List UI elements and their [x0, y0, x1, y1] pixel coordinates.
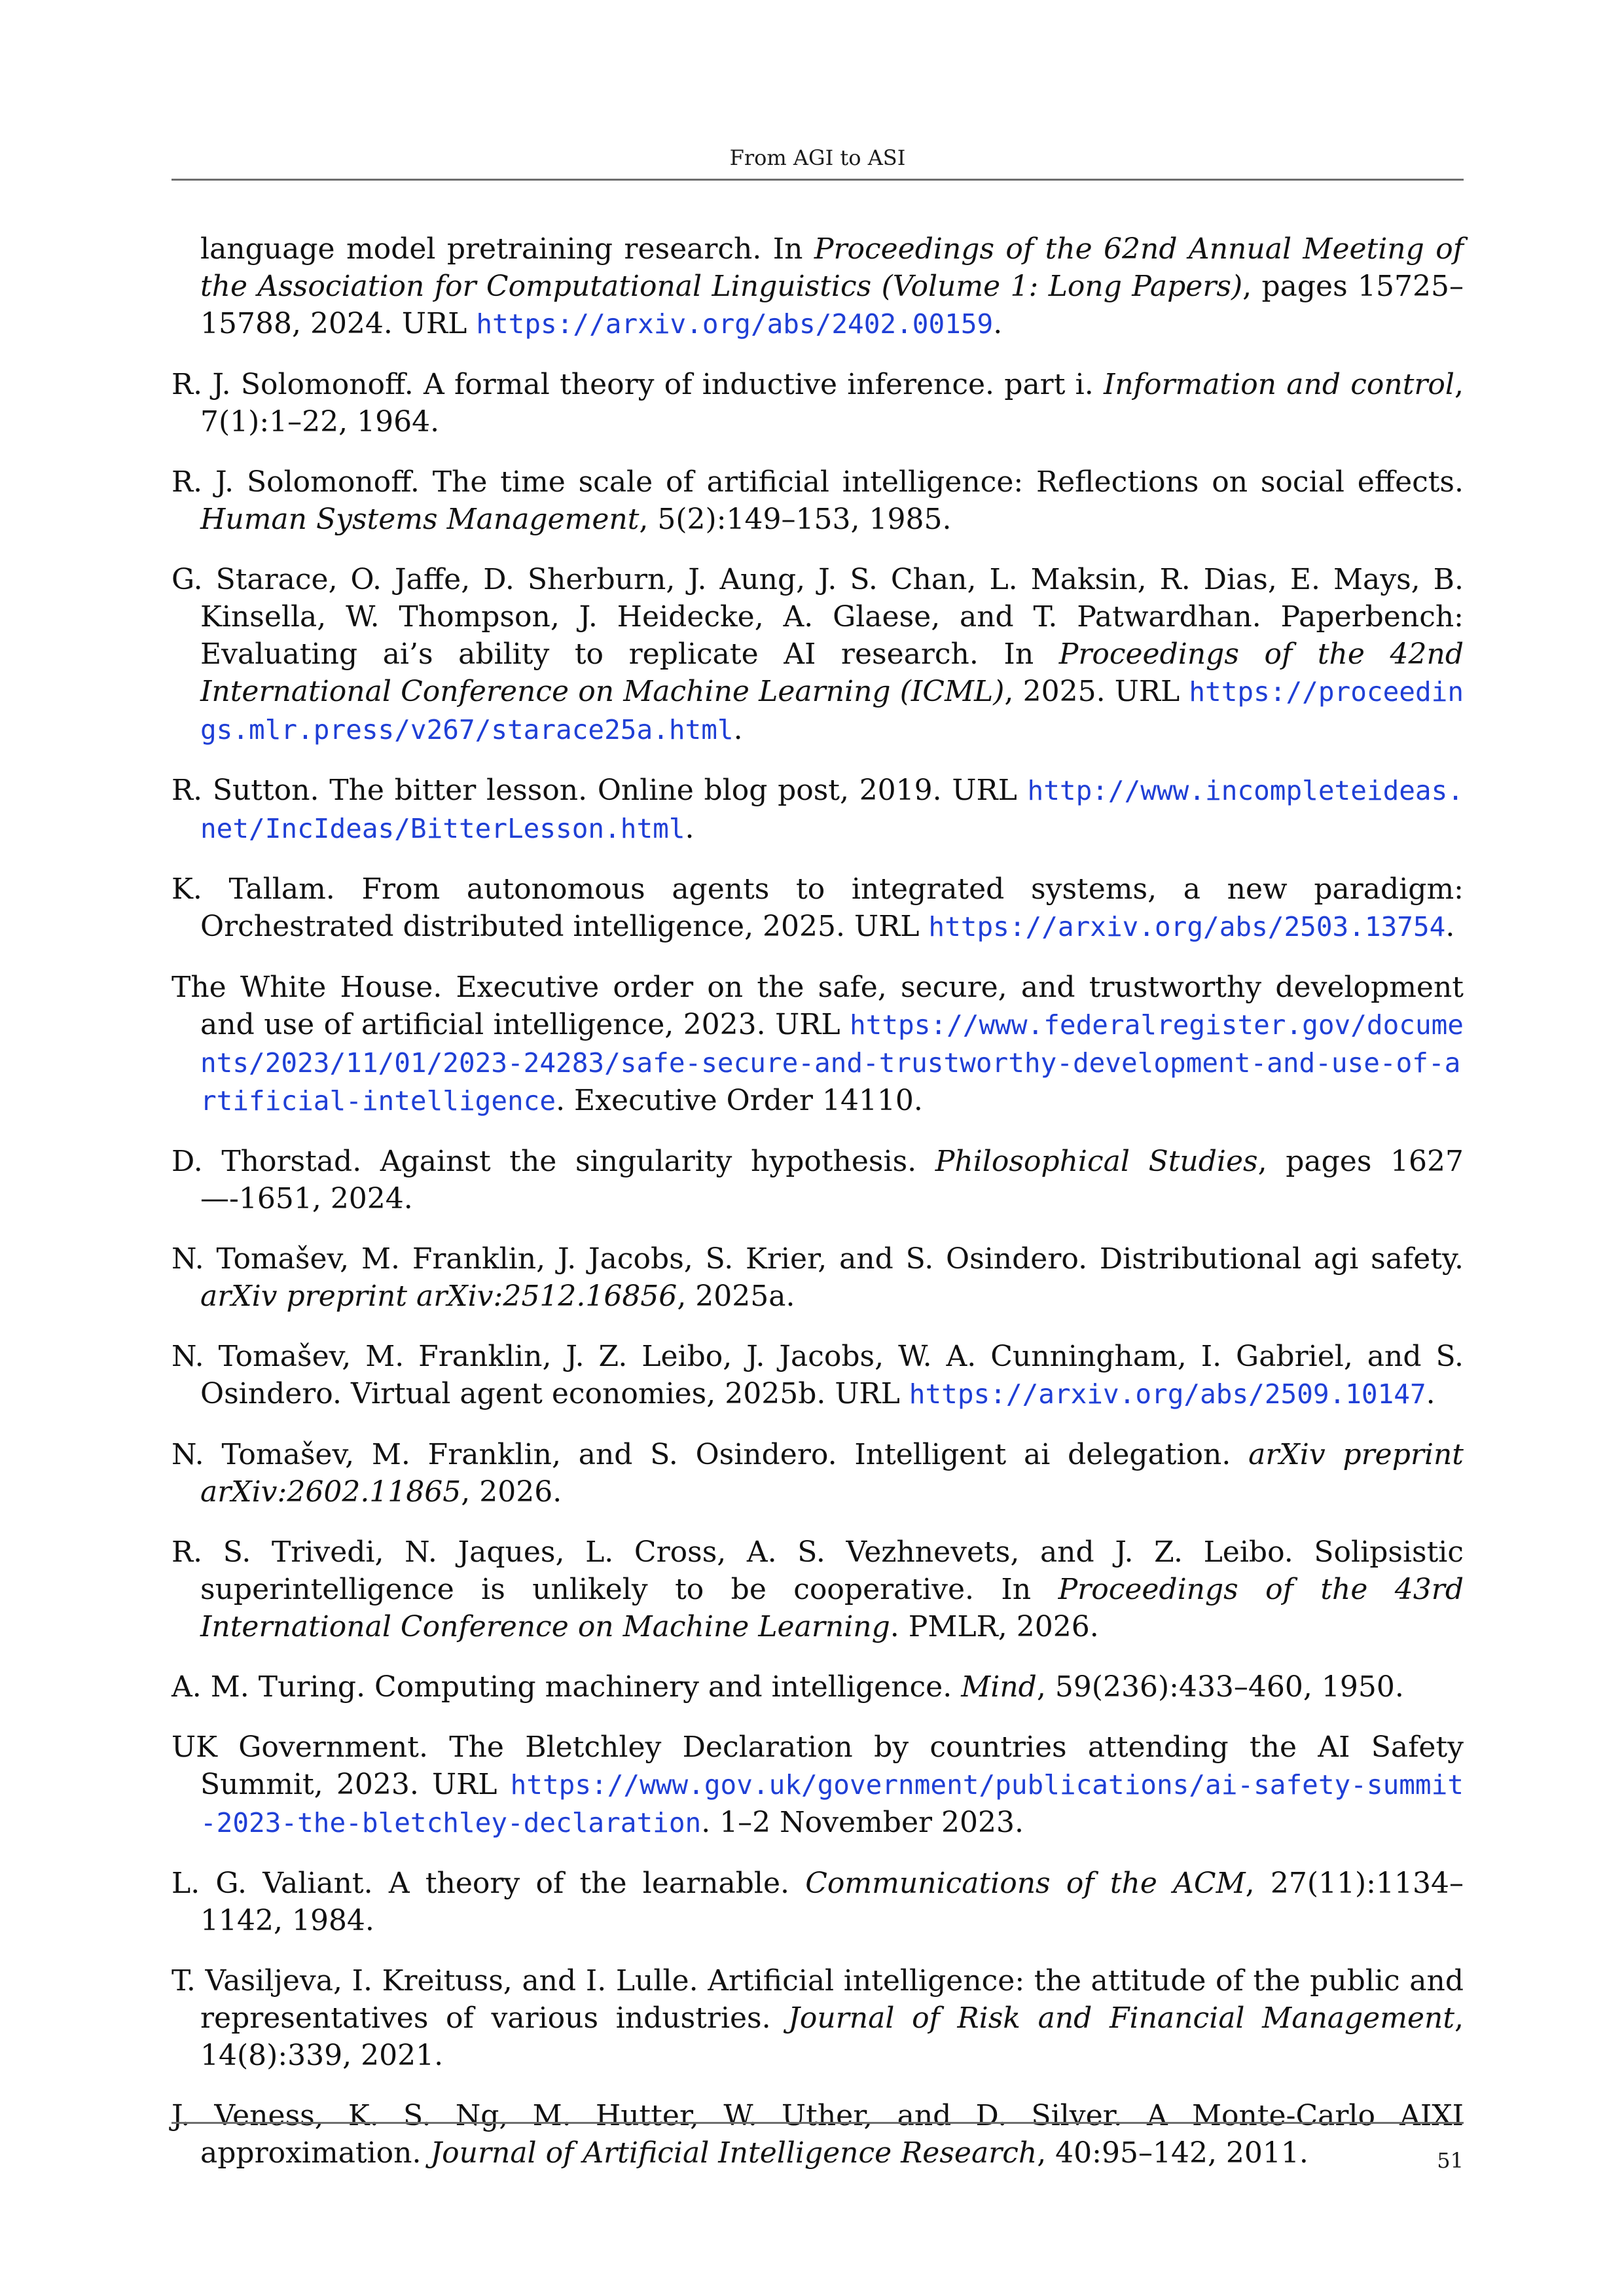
reference-item [171, 230, 1464, 343]
reference-details: , 40:95–142, 2011. [1037, 2136, 1308, 2170]
reference-venue: Human Systems Management [200, 503, 640, 536]
reference-item [171, 772, 1464, 848]
reference-item [171, 1338, 1464, 1413]
reference-text: N. Tomašev, M. Franklin, J. Z. Leibo, J. Jacobs, W. A. Cunningham, I. Gabriel, and S. Osindero. Virtual agent economies, 2025b. URL [171, 1340, 1464, 1410]
running-title: From AGI to ASI [729, 145, 906, 170]
reference-text: N. Tomašev, M. Franklin, and S. Osindero. Intelligent ai delegation. [171, 1438, 1249, 1471]
page-number: 51 [1437, 2148, 1464, 2173]
reference-item [171, 1668, 1464, 1706]
footer-rule [171, 2122, 1464, 2124]
reference-venue: Mind [961, 1670, 1037, 1704]
reference-venue: arXiv preprint arXiv:2602.11865 [200, 1438, 1464, 1509]
reference-venue: Proceedings of the 62nd Annual Meeting of the Association for Computational Linguistics (Volume 1: Long Papers) [200, 232, 1464, 303]
reference-url-link[interactable]: https://proceedings.mlr.press/v267/starace25a.html [200, 676, 1464, 745]
reference-item [171, 1143, 1464, 1217]
reference-item [171, 1865, 1464, 1939]
reference-item [171, 1962, 1464, 2074]
reference-text: UK Government. The Bletchley Declaration by countries attending the AI Safety Summit, 2023. URL [171, 1731, 1464, 1801]
reference-details: . PMLR, 2026. [890, 1610, 1099, 1643]
reference-url-link[interactable]: https://www.gov.uk/government/publications/ai-safety-summit-2023-the-bletchley-declaration [200, 1769, 1464, 1839]
reference-item [171, 2097, 1464, 2172]
reference-venue: Journal of Artificial Intelligence Research [430, 2136, 1038, 2170]
reference-venue: arXiv preprint arXiv:2512.16856 [200, 1280, 677, 1313]
reference-details: , 27(11):1134–1142, 1984. [200, 1867, 1464, 1937]
reference-details: , 59(236):433–460, 1950. [1036, 1670, 1404, 1704]
reference-text: A. M. Turing. Computing machinery and intelligence. [171, 1670, 962, 1704]
reference-list [171, 230, 1464, 2195]
reference-item [171, 1436, 1464, 1511]
reference-tail: . [733, 713, 743, 746]
reference-venue: Communications of the ACM [805, 1867, 1246, 1900]
reference-text: The White House. Executive order on the safe, secure, and trustworthy development and use of artificial intelligence, 2023. URL [171, 971, 1464, 1041]
reference-text: R. S. Trivedi, N. Jaques, L. Cross, A. S. Vezhnevets, and J. Z. Leibo. Solipsistic superintelligence is unlikely to be cooperative. In [171, 1535, 1464, 1606]
reference-venue: Information and control [1103, 368, 1454, 401]
reference-item [171, 366, 1464, 440]
reference-tail: . [1445, 910, 1455, 943]
reference-item [171, 561, 1464, 749]
reference-url-link[interactable]: http://www.incompleteideas.net/IncIdeas/BitterLesson.html [200, 775, 1464, 844]
reference-text: R. J. Solomonoff. A formal theory of inductive inference. part i. [171, 368, 1104, 401]
reference-item [171, 1240, 1464, 1315]
reference-tail: . [685, 812, 695, 845]
reference-details: , 2025. URL [1004, 675, 1189, 708]
reference-text: T. Vasiljeva, I. Kreituss, and I. Lulle. Artificial intelligence: the attitude of the public and representatives of various industries. [171, 1964, 1464, 2035]
reference-text: language model pretraining research. In [200, 232, 814, 266]
reference-item [171, 870, 1464, 946]
reference-details: , 2026. [461, 1475, 562, 1509]
reference-tail: . [1426, 1377, 1435, 1410]
reference-text: R. Sutton. The bitter lesson. Online blog post, 2019. URL [171, 774, 1028, 807]
reference-url-link[interactable]: https://arxiv.org/abs/2503.13754 [928, 911, 1446, 942]
reference-venue: Proceedings of the 42nd International Conference on Machine Learning (ICML) [200, 637, 1464, 708]
reference-venue: Proceedings of the 43rd International Conference on Machine Learning [200, 1573, 1464, 1643]
reference-details: , 2025a. [677, 1280, 795, 1313]
reference-item [171, 1729, 1464, 1842]
reference-url-link[interactable]: https://arxiv.org/abs/2402.00159 [476, 308, 994, 340]
reference-venue: Journal of Risk and Financial Management [788, 2001, 1454, 2035]
reference-text: N. Tomašev, M. Franklin, J. Jacobs, S. Krier, and S. Osindero. Distributional agi safety. [171, 1242, 1464, 1276]
reference-text: K. Tallam. From autonomous agents to integrated systems, a new paradigm: Orchestrated distributed intelligence, 2025. URL [171, 872, 1464, 943]
header-rule [171, 179, 1464, 181]
reference-details: , 5(2):149–153, 1985. [639, 503, 952, 536]
reference-tail: . Executive Order 14110. [556, 1084, 923, 1117]
reference-text: G. Starace, O. Jaffe, D. Sherburn, J. Aung, J. S. Chan, L. Maksin, R. Dias, E. Mays, B. Kinsella, W. Thompson, J. Heidecke, A. Glaese, and T. Patwardhan. Paperbench: Evaluating ai’s ability to replicate AI research. In [171, 563, 1464, 671]
reference-tail: . [993, 307, 1003, 340]
reference-text: J. Veness, K. S. Ng, M. Hutter, W. Uther, and D. Silver. A Monte-Carlo AIXI approximation. [171, 2099, 1464, 2170]
reference-text: R. J. Solomonoff. The time scale of artificial intelligence: Reflections on social effects. [171, 465, 1464, 499]
reference-details: , 7(1):1–22, 1964. [200, 368, 1464, 439]
reference-details: , pages 15725–15788, 2024. URL [200, 270, 1464, 340]
reference-url-link[interactable]: https://www.federalregister.gov/documents/2023/11/01/2023-24283/safe-secure-and-trustworthy-development-and-use-of-artificial-intelligence [200, 1009, 1464, 1117]
reference-details: , 14(8):339, 2021. [200, 2001, 1464, 2072]
reference-text: L. G. Valiant. A theory of the learnable. [171, 1867, 806, 1900]
reference-details: , pages 1627—-1651, 2024. [200, 1145, 1464, 1215]
reference-text: D. Thorstad. Against the singularity hypothesis. [171, 1145, 935, 1178]
reference-item [171, 1534, 1464, 1645]
reference-item [171, 463, 1464, 538]
reference-url-link[interactable]: https://arxiv.org/abs/2509.10147 [909, 1378, 1426, 1410]
reference-item [171, 969, 1464, 1120]
reference-venue: Philosophical Studies [935, 1145, 1258, 1178]
reference-tail: . 1–2 November 2023. [701, 1806, 1024, 1839]
